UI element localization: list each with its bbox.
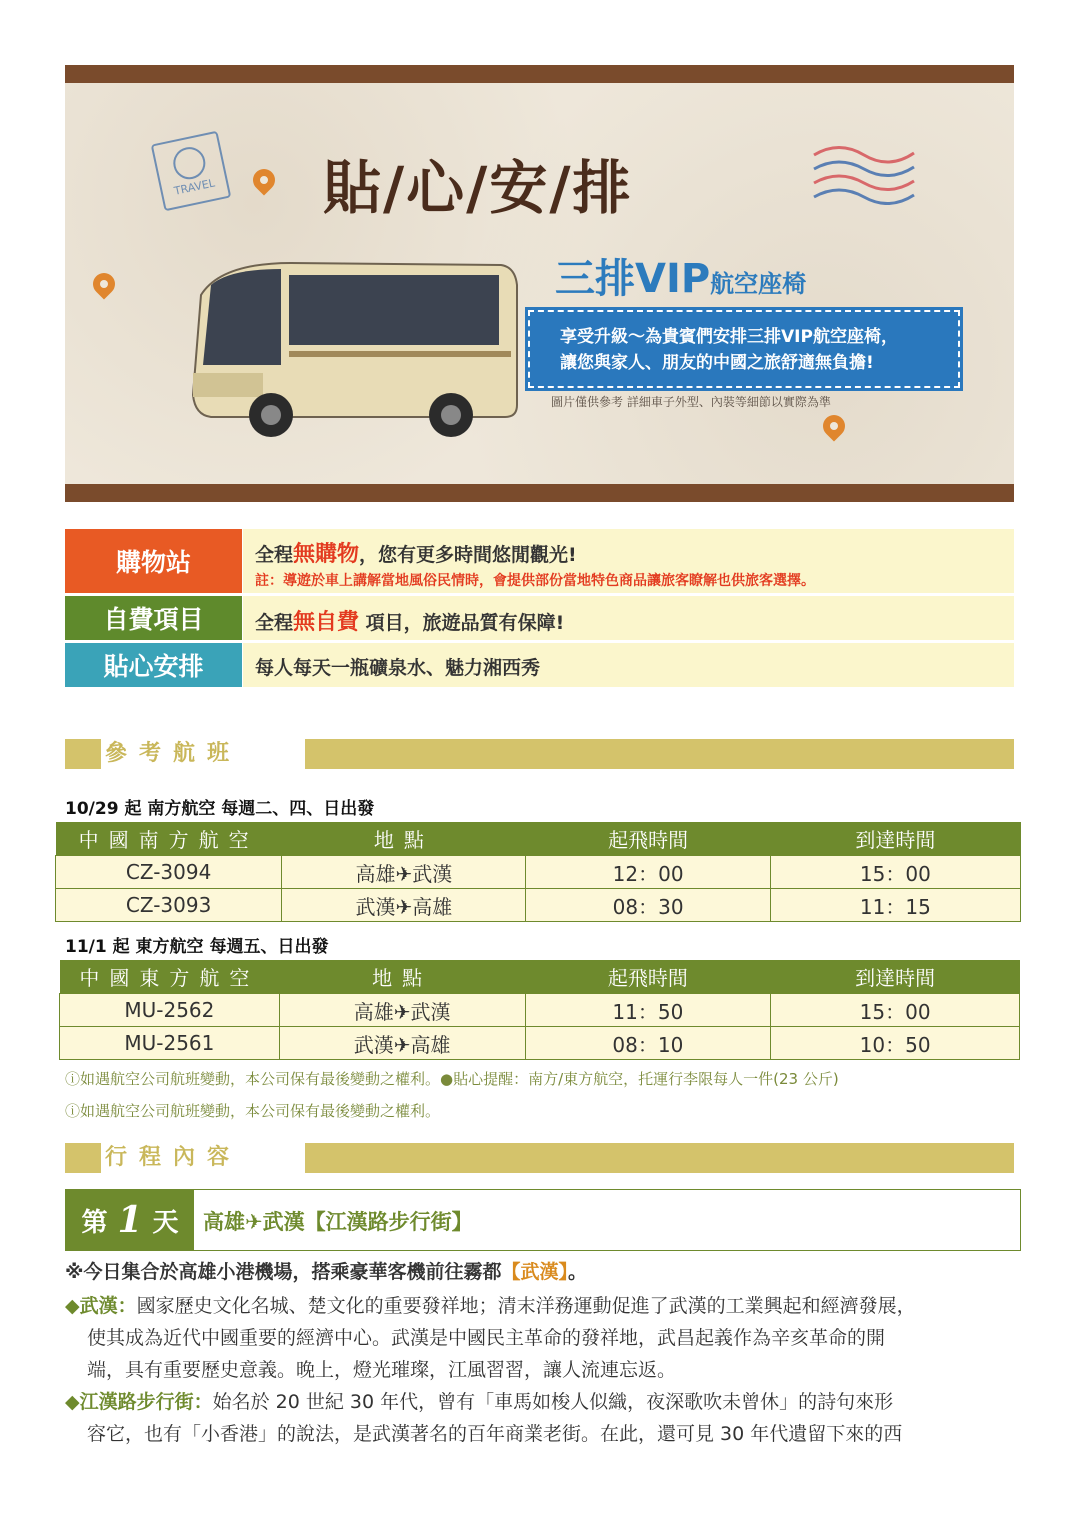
note-text: 如遇航空公司航班變動，本公司保有最後變動之權利。●貼心提醒：南方/東方航空，托運行李限每人一件(23 公斤): [80, 1070, 839, 1088]
flight-route: 武漢✈高雄: [279, 1027, 525, 1060]
postmark-waves-icon: [809, 135, 919, 205]
column-header: 到達時間: [770, 822, 1020, 856]
column-header: 地點: [282, 822, 526, 856]
day-prefix: 第: [81, 1207, 108, 1238]
day-number: 1: [117, 1199, 143, 1241]
street-text: 始名於 20 世紀 30 年代，曾有「車馬如梭人似織，夜深歌吹未曾休」的詩句來形: [212, 1391, 894, 1413]
wuhan-text: 國家歷史文化名城、楚文化的重要發祥地；清末洋務運動促進了武漢的工業興起和經濟發展，: [136, 1295, 916, 1317]
wuhan-text: 使其成為近代中國重要的經濟中心。武漢是中國民主革命的發祥地，武昌起義作為辛亥革命的開: [87, 1327, 886, 1349]
column-header: 中國東方航空: [60, 960, 280, 994]
wuhan-text: 端，具有重要歷史意義。晚上，燈光璀璨，江風習習，讓人流連忘返。: [87, 1359, 677, 1381]
departure-time: 12：00: [526, 856, 770, 889]
promo-line-1: 享受升級～為貴賓們安排三排VIP航空座椅，: [560, 327, 898, 347]
subtitle-small: 航空座椅: [710, 270, 807, 298]
shopping-prefix: 全程: [255, 544, 294, 566]
care-cell: [243, 643, 1014, 687]
flight-heading-1: 10/29 起 南方航空 每週二、四、日出發: [65, 799, 375, 819]
banner-bottom-bar: [65, 484, 1014, 502]
optional-cell: [243, 596, 1014, 640]
column-header: 起飛時間: [526, 822, 770, 856]
day-title: 高雄✈武漢【江漢路步行街】: [203, 1210, 473, 1234]
arrival-time: 10：50: [771, 1027, 1020, 1060]
intro-paragraph: [65, 1256, 587, 1288]
banner-disclaimer: 圖片僅供參考 詳細車子外型、內裝等細節以實際為準: [551, 395, 831, 409]
intro-end: 。: [568, 1261, 588, 1283]
banner-paper: [65, 83, 1014, 484]
shopping-note: 註：導遊於車上講解當地風俗民情時，會提供部份當地特色商品讓旅客瞭解也供旅客選擇。: [255, 573, 815, 589]
optional-suffix: 項目，旅遊品質有保障!: [359, 612, 565, 634]
arrival-time: 15：00: [770, 856, 1020, 889]
column-header: 中國南方航空: [56, 822, 282, 856]
flight-route: 高雄✈武漢: [282, 856, 526, 889]
itinerary-section-title: 行程內容: [101, 1143, 305, 1173]
banner: [65, 65, 1014, 502]
stamp-text: TRAVEL: [172, 176, 217, 198]
shopping-cell: [243, 529, 1014, 593]
flight-heading-2: 11/1 起 東方航空 每週五、日出發: [65, 937, 329, 957]
arrival-time: 11：15: [770, 889, 1020, 922]
location-pin-icon: [248, 164, 279, 195]
flight-note-1: [65, 1068, 839, 1089]
street-heading: ◆江漢路步行街：: [65, 1391, 213, 1413]
info-icon: ⓘ: [65, 1102, 81, 1120]
wuhan-paragraph: [65, 1290, 1015, 1386]
table-header-row: [56, 822, 1021, 856]
promo-line-2: 讓您與家人、朋友的中國之旅舒適無負擔!: [560, 353, 874, 373]
flight-number: CZ-3094: [56, 856, 282, 889]
location-pin-icon: [88, 268, 119, 299]
optional-text: [255, 605, 564, 636]
table-row: [60, 1027, 1020, 1060]
banner-subtitle: [555, 247, 806, 304]
table-header-row: [60, 960, 1020, 994]
flight-number: MU-2562: [60, 994, 280, 1027]
care-label: 貼心安排: [65, 643, 242, 687]
table-row: [56, 889, 1021, 922]
promo-box: [528, 310, 960, 388]
tour-bus-illustration: [181, 255, 521, 445]
travel-stamp-icon: [151, 131, 232, 212]
shopping-suffix: ，您有更多時間悠閒觀光!: [359, 544, 577, 566]
optional-highlight: 無自費: [293, 610, 360, 635]
shopping-label: 購物站: [65, 529, 242, 593]
street-text: 容它，也有「小香港」的說法，是武漢著名的百年商業老街。在此，還可見 30 年代遺留下來的西: [87, 1423, 903, 1445]
note-text: 如遇航空公司航班變動，本公司保有最後變動之權利。: [80, 1102, 441, 1120]
flight-table-2: [59, 960, 1020, 1060]
location-pin-icon: [818, 410, 849, 441]
day-header: [65, 1189, 1021, 1251]
day-suffix: 天: [152, 1207, 179, 1238]
flight-number: CZ-3093: [56, 889, 282, 922]
column-header: 地點: [279, 960, 525, 994]
wuhan-heading: ◆武漢：: [65, 1295, 137, 1317]
column-header: 起飛時間: [525, 960, 771, 994]
banner-top-bar: [65, 65, 1014, 83]
info-icon: ⓘ: [65, 1070, 81, 1088]
day-number-badge: [66, 1190, 194, 1250]
arrival-time: 15：00: [771, 994, 1020, 1027]
departure-time: 08：10: [525, 1027, 771, 1060]
shopping-text: [255, 537, 577, 568]
optional-label: 自費項目: [65, 596, 242, 640]
intro-destination: 【武漢】: [501, 1261, 568, 1283]
flight-note-2: [65, 1100, 440, 1121]
shopping-highlight: 無購物: [293, 542, 360, 567]
intro-text: ※今日集合於高雄小港機場，搭乘豪華客機前往霧都: [65, 1261, 502, 1283]
departure-time: 11：50: [525, 994, 771, 1027]
flight-route: 高雄✈武漢: [279, 994, 525, 1027]
flight-route: 武漢✈高雄: [282, 889, 526, 922]
subtitle-main: 三排VIP: [555, 256, 711, 302]
column-header: 到達時間: [771, 960, 1020, 994]
flights-section-title: 參考航班: [101, 739, 305, 769]
itinerary-section-header: [65, 1143, 1014, 1173]
flight-table-1: [55, 822, 1021, 922]
banner-title: 貼/心/安/排: [323, 154, 633, 222]
departure-time: 08：30: [526, 889, 770, 922]
flights-section-header: [65, 739, 1014, 769]
table-row: [56, 856, 1021, 889]
care-text: 每人每天一瓶礦泉水、魅力湘西秀: [255, 657, 541, 679]
optional-prefix: 全程: [255, 612, 294, 634]
flight-number: MU-2561: [60, 1027, 280, 1060]
street-paragraph: [65, 1386, 1015, 1450]
table-row: [60, 994, 1020, 1027]
